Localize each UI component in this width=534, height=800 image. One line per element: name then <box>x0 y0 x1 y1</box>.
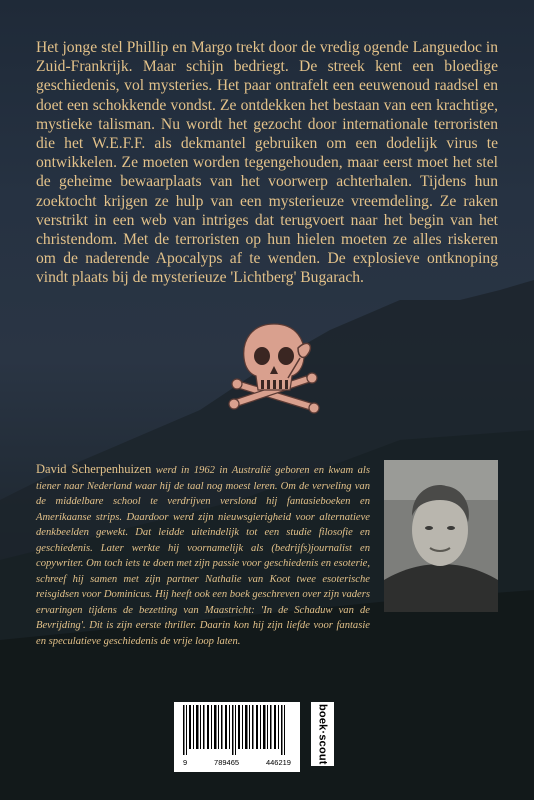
author-name: David Scherpenhuizen <box>36 462 152 476</box>
isbn-lead: 9 <box>183 758 188 767</box>
barcode-bars <box>177 705 291 755</box>
author-bio <box>36 462 370 649</box>
isbn-group-1: 789465 <box>214 758 240 767</box>
publisher-name: boek·scout <box>316 703 329 765</box>
skull-crossbones-icon <box>228 318 320 418</box>
author-bio-text: werd in 1962 in Australië geboren en kwam als tiener naar Nederland waar hij de taal nog moest leren. Om de verveling van de middelbare school te verdrijven verslond hij fantasieboeken en Amerikaanse strips. Daardoor werd zijn nieuwsgierigheid voor alternatieve denkbeelden gewekt. Dat leidde uiteindelijk tot een studie filosofie en geschiedenis. Later werkte hij voornamelijk als (bedrijfs)journalist en copywriter. Om toch iets te doen met zijn passie voor geschiedenis en esoterie, schreef hij samen met zijn partner Nathalie van Koot twee esoterische reisgidsen voor Dominicus. Hij heeft ook een boek geschreven over zijn vaders ervaringen tijdens de bezetting van Maastricht: 'In de Schaduw van de Bevrijding'. Dit is zijn eerste thriller. Daarin kon hij zijn liefde voor fantasie en speculatieve geschiedenis de vrije loop laten. <box>36 465 371 647</box>
publisher-logo <box>311 702 334 766</box>
isbn-group-2: 446219 <box>265 758 291 767</box>
barcode <box>174 702 300 772</box>
author-photo <box>384 460 498 612</box>
back-cover-blurb: Het jonge stel Phillip en Margo trekt door de vredig ogende Languedoc in Zuid-Frankrijk. Maar schijn bedriegt. De streek kent een bloedige geschiedenis, vol mysteries. Het paar ontrafelt een eeuwenoud raadsel en doet een schokkende vondst. Ze ontdekken het bestaan van een krachtige, mystieke talisman. Nu wordt het gezocht door internationale terroristen die het W.E.F.F. als dekmantel gebruiken om een dodelijk virus te ontwikkelen. Ze moeten worden tegengehouden, maar eerst moet het stel de geheime bewaarplaats van het voorwerp achterhalen. Tijdens hun zoektocht krijgen ze hulp van een mysterieuze vreemdeling. Ze raken verstrikt in een web van intriges dat terugvoert naar het begin van het christendom. Met de terroristen op hun hielen moeten ze alles riskeren om de naderende Apocalyps af te wenden. De explosieve ontknoping vindt plaats bij de mysterieuze 'Lichtberg' Bugarach. <box>36 39 498 287</box>
isbn-number <box>177 758 297 767</box>
